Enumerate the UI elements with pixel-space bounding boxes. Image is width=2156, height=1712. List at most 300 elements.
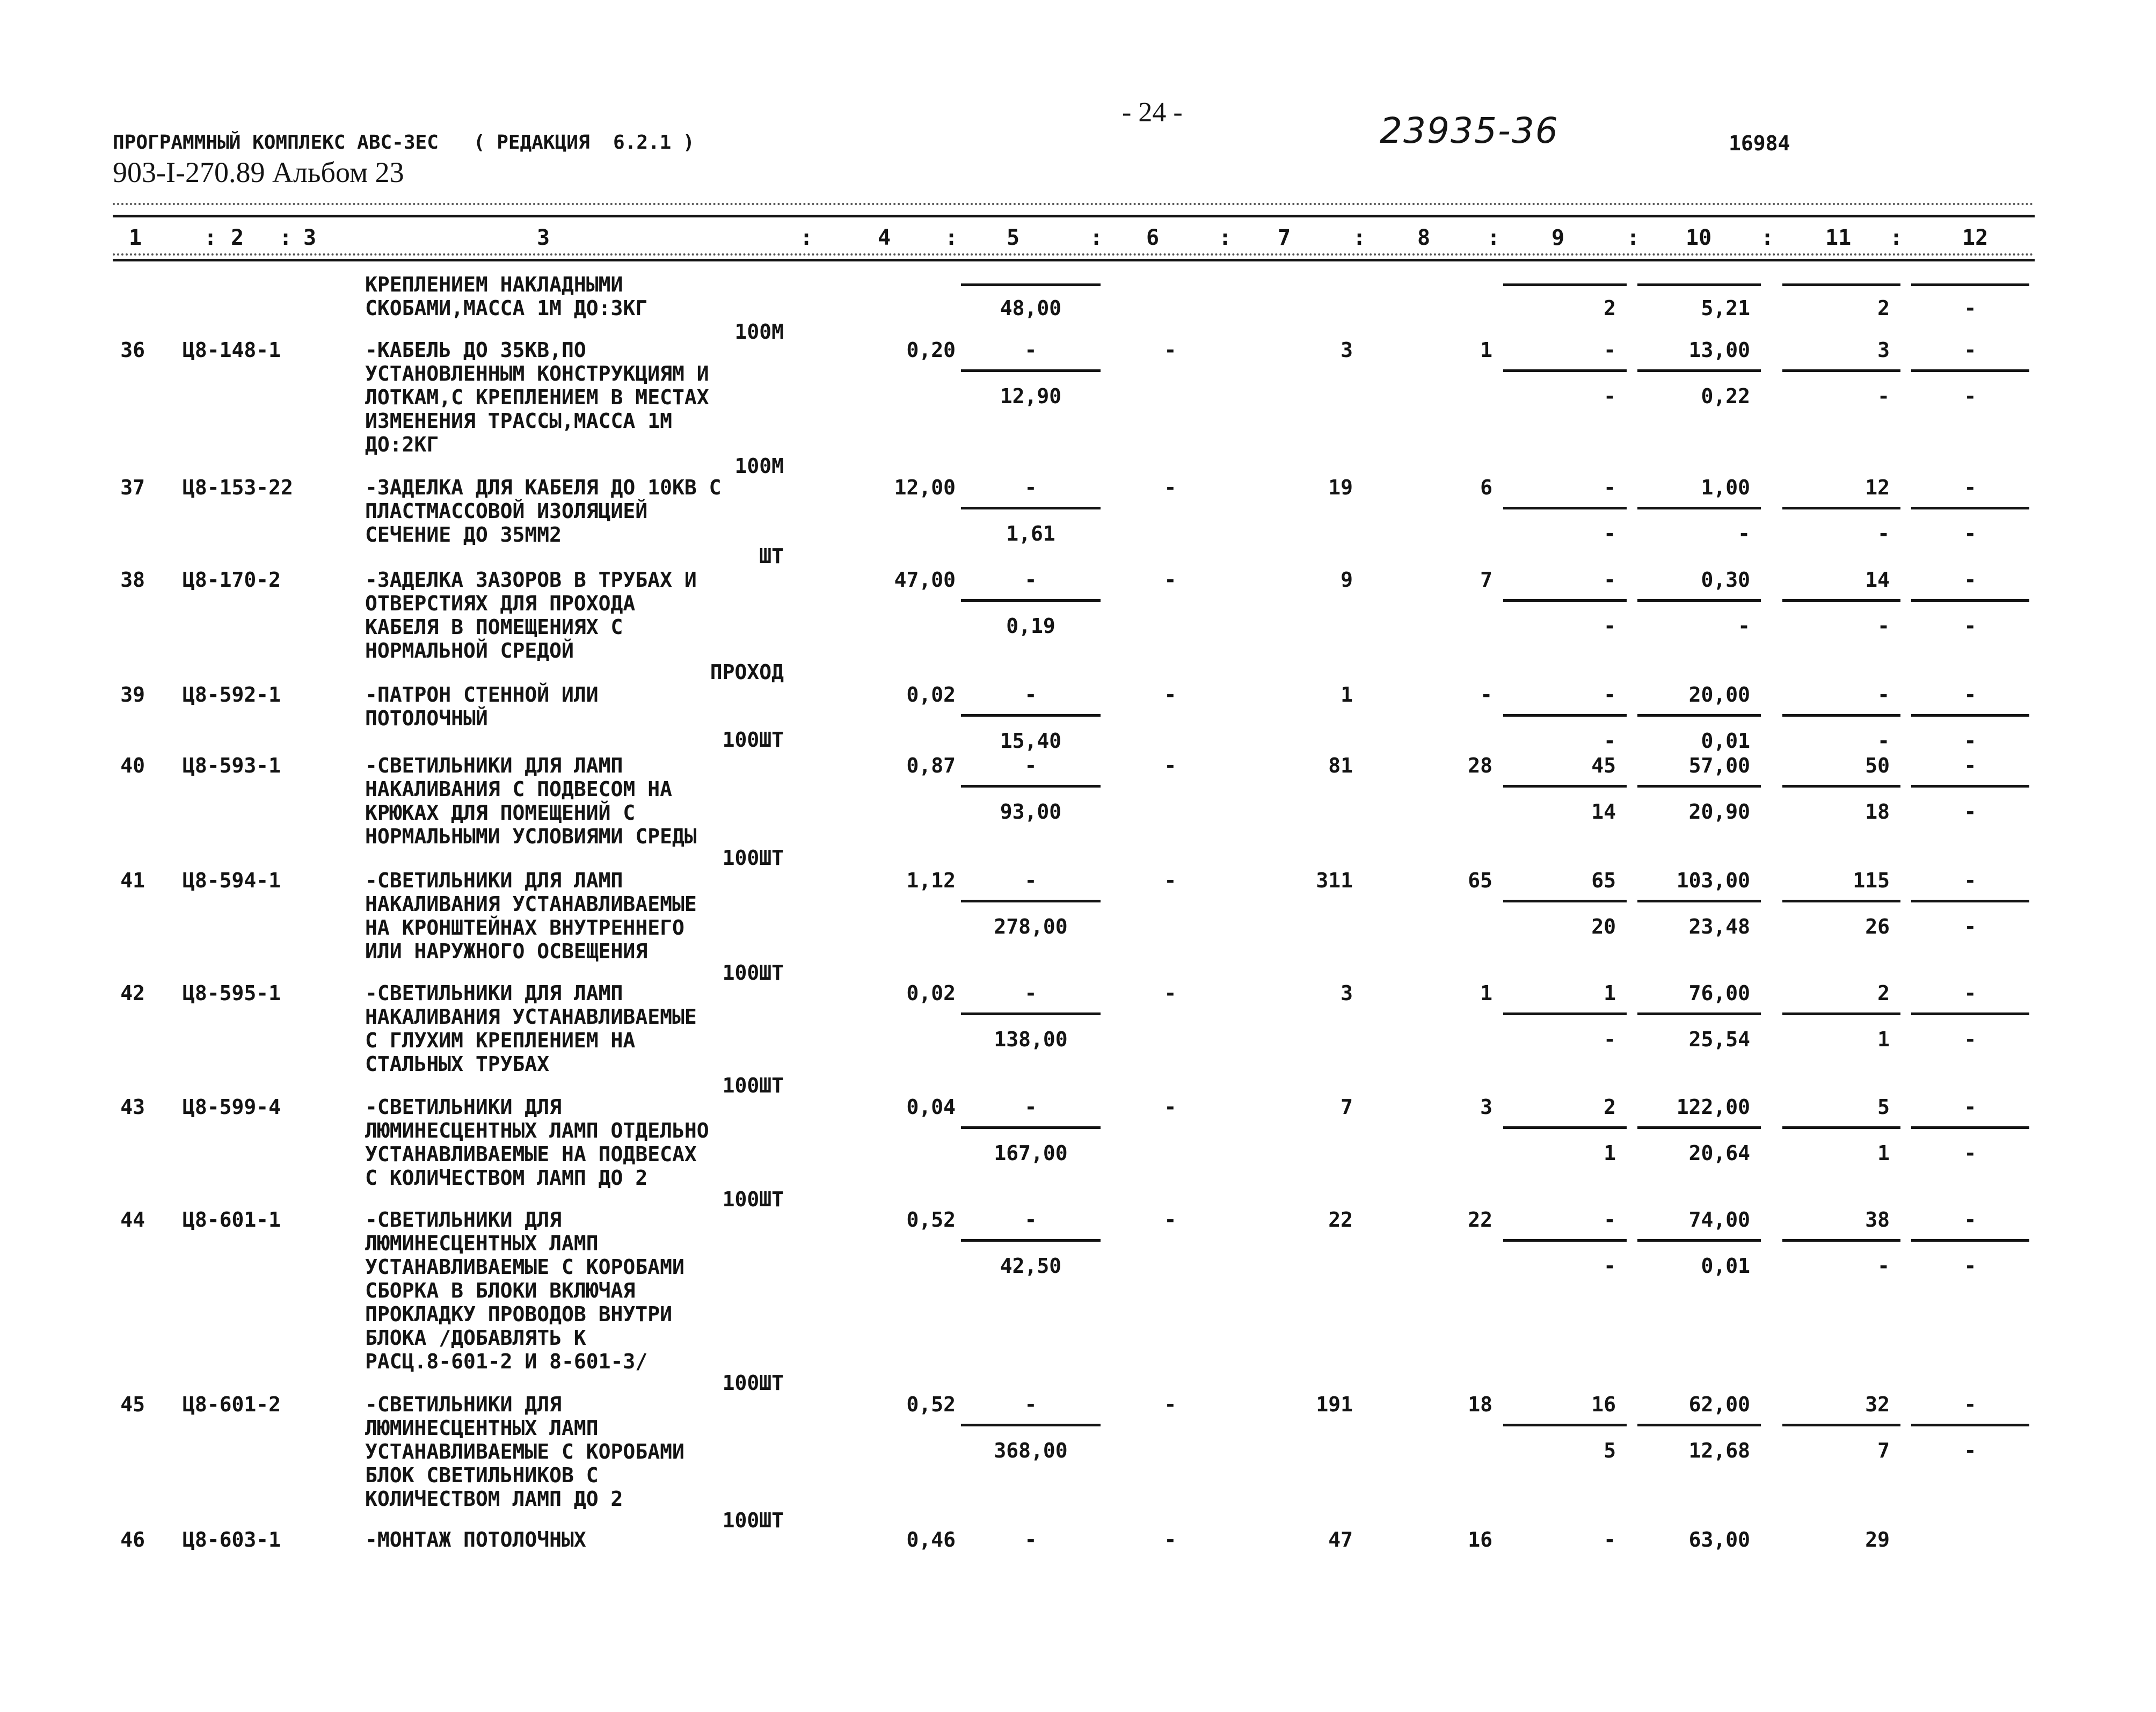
cell-col11-bottom: 2 (1877, 296, 1890, 320)
column-separator: : (1487, 225, 1501, 250)
description-line: СКОБАМИ,МАССА 1М ДО:3КГ (365, 296, 648, 320)
description-line: НАКАЛИВАНИЯ УСТАНАВЛИВАЕМЫЕ (365, 1005, 697, 1029)
fraction-line-col5 (961, 900, 1101, 902)
column-header-3: 3 (303, 225, 317, 250)
fraction-line (1911, 599, 2029, 602)
column-separator: : (1890, 225, 1903, 250)
cell-col10-bottom: 0,01 (1701, 1254, 1750, 1278)
cell-col10-top: 122,00 (1676, 1095, 1750, 1119)
cell-col8: 28 (1468, 754, 1492, 777)
cell-col10-bottom: 0,01 (1701, 729, 1750, 753)
cell-col5-bottom: 48,00 (1000, 296, 1062, 320)
fraction-line (1782, 369, 1900, 372)
unit-label: 100ШТ (722, 1509, 784, 1532)
cell-col10-bottom: 12,68 (1688, 1439, 1750, 1462)
description-line: -ПАТРОН СТЕННОЙ ИЛИ (365, 683, 599, 706)
description-line: КАБЕЛЯ В ПОМЕЩЕНИЯХ С (365, 615, 623, 639)
description-line: ЛЮМИНЕСЦЕНТНЫХ ЛАМП (365, 1232, 599, 1255)
cell-col11-top: 5 (1877, 1095, 1890, 1119)
cell-col12-top: - (1964, 754, 1977, 777)
cell-col7: 19 (1328, 476, 1353, 499)
column-header-2: 2 (231, 225, 244, 250)
cell-col9-top: 1 (1604, 981, 1616, 1005)
fraction-line-col5 (961, 714, 1101, 717)
description-line: СТАЛЬНЫХ ТРУБАХ (365, 1052, 550, 1076)
description-line: ПРОКЛАДКУ ПРОВОДОВ ВНУТРИ (365, 1302, 672, 1326)
fraction-line (1911, 1126, 2029, 1129)
cell-col4: 1,12 (906, 869, 956, 892)
column-separator: : (1761, 225, 1774, 250)
column-separator: : (800, 225, 813, 250)
description-line: -МОНТАЖ ПОТОЛОЧНЫХ (365, 1528, 586, 1551)
cell-col5-bottom: 138,00 (994, 1028, 1068, 1051)
cell-col12-bottom: - (1964, 915, 1977, 938)
cell-col11-bottom: 18 (1865, 800, 1890, 824)
fraction-line (1637, 1239, 1761, 1242)
column-header-4: 3 (537, 225, 550, 250)
fraction-line-col5 (961, 1012, 1101, 1015)
description-line: -СВЕТИЛЬНИКИ ДЛЯ (365, 1393, 562, 1416)
fraction-line (1503, 507, 1627, 509)
cell-col10-top: 62,00 (1688, 1393, 1750, 1416)
rate-code: Ц8-603-1 (183, 1528, 281, 1551)
cell-col9-top: 16 (1591, 1393, 1616, 1416)
unit-label: 100ШТ (722, 1188, 784, 1211)
cell-col12-bottom: - (1964, 614, 1977, 638)
description-line: ПЛАСТМАССОВОЙ ИЗОЛЯЦИЕЙ (365, 499, 648, 523)
row-number: 43 (120, 1095, 145, 1119)
cell-col10-bottom: - (1738, 522, 1750, 545)
fraction-line (1911, 1239, 2029, 1242)
fraction-line (1911, 369, 2029, 372)
rate-code: Ц8-153-22 (183, 476, 293, 499)
description-line: БЛОК СВЕТИЛЬНИКОВ С (365, 1463, 599, 1487)
cell-col4: 47,00 (894, 568, 956, 592)
column-separator: : (1627, 225, 1640, 250)
cell-col8: 1 (1480, 338, 1492, 362)
cell-col6: - (1164, 568, 1177, 592)
cell-col12-bottom: - (1964, 296, 1977, 320)
cell-col5-bottom: 368,00 (994, 1439, 1068, 1462)
cell-col10-top: 20,00 (1688, 683, 1750, 706)
column-header-5: 4 (878, 225, 891, 250)
cell-col5-top: - (1024, 568, 1037, 592)
cell-col9-bottom: - (1604, 614, 1616, 638)
cell-col9-bottom: - (1604, 522, 1616, 545)
cell-col12-bottom: - (1964, 1141, 1977, 1165)
fraction-line (1503, 785, 1627, 788)
column-header-6: 5 (1007, 225, 1020, 250)
fraction-line (1637, 1126, 1761, 1129)
cell-col7: 81 (1328, 754, 1353, 777)
cell-col10-top: 0,30 (1701, 568, 1750, 592)
description-line: НАКАЛИВАНИЯ С ПОДВЕСОМ НА (365, 777, 672, 801)
cell-col10-top: 57,00 (1688, 754, 1750, 777)
description-line: СБОРКА В БЛОКИ ВКЛЮЧАЯ (365, 1279, 636, 1302)
fraction-line-col5 (961, 1424, 1101, 1426)
unit-label: 100ШТ (722, 728, 784, 752)
cell-col12-top: - (1964, 981, 1977, 1005)
cell-col7: 9 (1341, 568, 1353, 592)
description-line: ДО:2КГ (365, 433, 439, 456)
cell-col9-bottom: 14 (1591, 800, 1616, 824)
description-line: РАСЦ.8-601-2 И 8-601-3/ (365, 1350, 648, 1373)
cell-col12-bottom: - (1964, 1254, 1977, 1278)
fraction-line (1503, 714, 1627, 717)
cell-col8: 18 (1468, 1393, 1492, 1416)
fraction-line (1782, 1239, 1900, 1242)
cell-col5-bottom: 15,40 (1000, 729, 1062, 753)
cell-col9-top: 65 (1591, 869, 1616, 892)
row-number: 40 (120, 754, 145, 777)
description-line: -КАБЕЛЬ ДО 35КВ,ПО (365, 338, 586, 362)
description-line: УСТАНОВЛЕННЫМ КОНСТРУКЦИЯМ И (365, 362, 709, 385)
cell-col10-bottom: 5,21 (1701, 296, 1750, 320)
fraction-line (1911, 900, 2029, 902)
cell-col6: - (1164, 683, 1177, 706)
cell-col8: 3 (1480, 1095, 1492, 1119)
cell-col7: 3 (1341, 338, 1353, 362)
album-title: 903-I-270.89 Альбом 23 (113, 156, 404, 188)
column-separator: : (1090, 225, 1103, 250)
fraction-line (1782, 1126, 1900, 1129)
cell-col11-bottom: - (1877, 522, 1890, 545)
cell-col11-top: 32 (1865, 1393, 1890, 1416)
cell-col4: 0,52 (906, 1393, 956, 1416)
fraction-line (1637, 369, 1761, 372)
cell-col12-top: - (1964, 476, 1977, 499)
fraction-line (1503, 369, 1627, 372)
cell-col12-bottom: - (1964, 800, 1977, 824)
program-header: ПРОГРАММНЫЙ КОМПЛЕКС АВС-3ЕС ( РЕДАКЦИЯ 6.2.1 ) (113, 132, 695, 154)
cell-col11-bottom: 7 (1877, 1439, 1890, 1462)
description-line: НА КРОНШТЕЙНАХ ВНУТРЕННЕГО (365, 916, 684, 939)
cell-col12-bottom: - (1964, 522, 1977, 545)
fraction-line-col5 (961, 1239, 1101, 1242)
cell-col8: 7 (1480, 568, 1492, 592)
cell-col5-top: - (1024, 1095, 1037, 1119)
column-separator: : (1219, 225, 1232, 250)
document-number: 16984 (1729, 132, 1790, 155)
cell-col6: - (1164, 869, 1177, 892)
cell-col10-top: 63,00 (1688, 1528, 1750, 1551)
cell-col9-bottom: - (1604, 384, 1616, 408)
cell-col12-bottom: - (1964, 384, 1977, 408)
cell-col10-top: 13,00 (1688, 338, 1750, 362)
cell-col11-bottom: - (1877, 1254, 1890, 1278)
cell-col9-top: - (1604, 1528, 1616, 1551)
description-line: СЕЧЕНИЕ ДО 35ММ2 (365, 523, 562, 547)
cell-col11-top: - (1877, 683, 1890, 706)
cell-col11-top: 29 (1865, 1528, 1890, 1551)
unit-label: 100М (734, 320, 784, 344)
rate-code: Ц8-148-1 (183, 338, 281, 362)
column-header-11: 10 (1686, 225, 1712, 250)
description-line: КРЮКАХ ДЛЯ ПОМЕЩЕНИЙ С (365, 801, 636, 825)
fraction-line (1782, 507, 1900, 509)
cell-col11-bottom: 1 (1877, 1141, 1890, 1165)
fraction-line (1911, 507, 2029, 509)
description-line: С КОЛИЧЕСТВОМ ЛАМП ДО 2 (365, 1166, 648, 1190)
cell-col10-top: 1,00 (1701, 476, 1750, 499)
cell-col9-bottom: 2 (1604, 296, 1616, 320)
description-line: ЛЮМИНЕСЦЕНТНЫХ ЛАМП (365, 1416, 599, 1440)
cell-col7: 1 (1341, 683, 1353, 706)
cell-col9-top: - (1604, 1208, 1616, 1232)
fraction-line (1637, 900, 1761, 902)
fraction-line (1782, 714, 1900, 717)
cell-col9-bottom: 1 (1604, 1141, 1616, 1165)
cell-col9-top: - (1604, 683, 1616, 706)
cell-col6: - (1164, 1208, 1177, 1232)
cell-col5-bottom: 0,19 (1006, 614, 1055, 638)
cell-col6: - (1164, 1528, 1177, 1551)
cell-col10-bottom: - (1738, 614, 1750, 638)
cell-col9-top: 45 (1591, 754, 1616, 777)
rate-code: Ц8-595-1 (183, 981, 281, 1005)
cell-col9-bottom: 20 (1591, 915, 1616, 938)
description-line: КОЛИЧЕСТВОМ ЛАМП ДО 2 (365, 1487, 623, 1511)
cell-col4: 0,02 (906, 683, 956, 706)
cell-col9-bottom: - (1604, 729, 1616, 753)
cell-col11-bottom: - (1877, 384, 1890, 408)
fraction-line (1637, 785, 1761, 788)
cell-col11-bottom: - (1877, 614, 1890, 638)
cell-col10-top: 76,00 (1688, 981, 1750, 1005)
cell-col9-top: 2 (1604, 1095, 1616, 1119)
cell-col12-top: - (1964, 338, 1977, 362)
cell-col11-top: 3 (1877, 338, 1890, 362)
cell-col5-top: - (1024, 476, 1037, 499)
fraction-line (1782, 1424, 1900, 1426)
header-rule-top (113, 215, 2035, 217)
cell-col5-top: - (1024, 754, 1037, 777)
description-line: БЛОКА /ДОБАВЛЯТЬ К (365, 1326, 586, 1350)
cell-col7: 3 (1341, 981, 1353, 1005)
description-line: -ЗАДЕЛКА ДЛЯ КАБЕЛЯ ДО 10КВ С (365, 476, 722, 499)
row-number: 42 (120, 981, 145, 1005)
column-header-12: 11 (1825, 225, 1852, 250)
description-line: -СВЕТИЛЬНИКИ ДЛЯ (365, 1095, 562, 1119)
unit-label: ШТ (759, 544, 784, 568)
cell-col6: - (1164, 754, 1177, 777)
cell-col6: - (1164, 981, 1177, 1005)
handwritten-number: 23935-36 (1380, 110, 1559, 151)
cell-col10-bottom: 20,90 (1688, 800, 1750, 824)
cell-col6: - (1164, 338, 1177, 362)
description-line: С ГЛУХИМ КРЕПЛЕНИЕМ НА (365, 1029, 636, 1052)
description-line: УСТАНАВЛИВАЕМЫЕ НА ПОДВЕСАХ (365, 1142, 697, 1166)
description-line: НОРМАЛЬНОЙ СРЕДОЙ (365, 639, 574, 662)
description-line: -СВЕТИЛЬНИКИ ДЛЯ ЛАМП (365, 754, 623, 777)
fraction-line (1503, 1424, 1627, 1426)
fraction-line-col5 (961, 283, 1101, 286)
row-number: 41 (120, 869, 145, 892)
fraction-line (1503, 900, 1627, 902)
description-line: ОТВЕРСТИЯХ ДЛЯ ПРОХОДА (365, 592, 636, 615)
cell-col11-bottom: 26 (1865, 915, 1890, 938)
cell-col4: 0,04 (906, 1095, 956, 1119)
cell-col9-bottom: - (1604, 1254, 1616, 1278)
cell-col12-top: - (1964, 1393, 1977, 1416)
cell-col8: 16 (1468, 1528, 1492, 1551)
fraction-line (1503, 283, 1627, 286)
fraction-line (1911, 714, 2029, 717)
cell-col5-top: - (1024, 1208, 1037, 1232)
fraction-line (1782, 900, 1900, 902)
cell-col6: - (1164, 1393, 1177, 1416)
cell-col12-top: - (1964, 869, 1977, 892)
unit-label: 100ШТ (722, 961, 784, 985)
dotted-rule-bottom (113, 253, 2035, 256)
description-line: ЛОТКАМ,С КРЕПЛЕНИЕМ В МЕСТАХ (365, 385, 709, 409)
cell-col8: 65 (1468, 869, 1492, 892)
cell-col8: 6 (1480, 476, 1492, 499)
cell-col5-top: - (1024, 1528, 1037, 1551)
cell-col11-top: 50 (1865, 754, 1890, 777)
cell-col5-top: - (1024, 338, 1037, 362)
description-line: НОРМАЛЬНЫМИ УСЛОВИЯМИ СРЕДЫ (365, 825, 697, 848)
fraction-line (1503, 1126, 1627, 1129)
cell-col6: - (1164, 476, 1177, 499)
cell-col12-top: - (1964, 1208, 1977, 1232)
cell-col8: 1 (1480, 981, 1492, 1005)
cell-col9-top: - (1604, 568, 1616, 592)
cell-col4: 12,00 (894, 476, 956, 499)
page-number: - 24 - (1122, 97, 1183, 128)
rate-code: Ц8-601-1 (183, 1208, 281, 1232)
cell-col4: 0,20 (906, 338, 956, 362)
cell-col12-top: - (1964, 1095, 1977, 1119)
description-line: -СВЕТИЛЬНИКИ ДЛЯ (365, 1208, 562, 1232)
description-line: КРЕПЛЕНИЕМ НАКЛАДНЫМИ (365, 273, 623, 296)
row-number: 44 (120, 1208, 145, 1232)
cell-col10-bottom: 25,54 (1688, 1028, 1750, 1051)
cell-col11-top: 38 (1865, 1208, 1890, 1232)
cell-col5-bottom: 42,50 (1000, 1254, 1062, 1278)
cell-col10-top: 74,00 (1688, 1208, 1750, 1232)
cell-col5-bottom: 167,00 (994, 1141, 1068, 1165)
cell-col8: 22 (1468, 1208, 1492, 1232)
cell-col5-top: - (1024, 1393, 1037, 1416)
cell-col5-top: - (1024, 869, 1037, 892)
cell-col12-top: - (1964, 568, 1977, 592)
description-line: -ЗАДЕЛКА ЗАЗОРОВ В ТРУБАХ И (365, 568, 697, 592)
row-number: 45 (120, 1393, 145, 1416)
fraction-line-col5 (961, 369, 1101, 372)
description-line: -СВЕТИЛЬНИКИ ДЛЯ ЛАМП (365, 869, 623, 892)
fraction-line (1911, 283, 2029, 286)
fraction-line (1637, 507, 1761, 509)
fraction-line (1782, 785, 1900, 788)
header-rule-bottom (113, 259, 2035, 261)
cell-col9-top: - (1604, 338, 1616, 362)
cell-col12-bottom: - (1964, 729, 1977, 753)
column-separator: : (204, 225, 217, 250)
cell-col10-bottom: 23,48 (1688, 915, 1750, 938)
unit-label: ПРОХОД (710, 660, 784, 684)
rate-code: Ц8-592-1 (183, 683, 281, 706)
description-line: НАКАЛИВАНИЯ УСТАНАВЛИВАЕМЫЕ (365, 892, 697, 916)
cell-col11-top: 12 (1865, 476, 1890, 499)
description-line: ПОТОЛОЧНЫЙ (365, 706, 488, 730)
cell-col10-top: 103,00 (1676, 869, 1750, 892)
column-separator: : (945, 225, 958, 250)
fraction-line (1637, 599, 1761, 602)
rate-code: Ц8-594-1 (183, 869, 281, 892)
fraction-line (1503, 1239, 1627, 1242)
cell-col11-top: 115 (1853, 869, 1890, 892)
fraction-line (1503, 599, 1627, 602)
cell-col7: 311 (1316, 869, 1353, 892)
rate-code: Ц8-599-4 (183, 1095, 281, 1119)
fraction-line (1911, 785, 2029, 788)
cell-col12-bottom: - (1964, 1028, 1977, 1051)
description-line: УСТАНАВЛИВАЕМЫЕ С КОРОБАМИ (365, 1255, 684, 1279)
fraction-line-col5 (961, 785, 1101, 788)
column-header-7: 6 (1146, 225, 1160, 250)
fraction-line-col5 (961, 1126, 1101, 1129)
column-separator: : (1353, 225, 1366, 250)
cell-col11-bottom: 1 (1877, 1028, 1890, 1051)
column-header-10: 9 (1552, 225, 1565, 250)
fraction-line (1911, 1424, 2029, 1426)
fraction-line (1637, 1012, 1761, 1015)
dotted-rule-top (113, 203, 2035, 205)
unit-label: 100ШТ (722, 1074, 784, 1097)
cell-col11-bottom: - (1877, 729, 1890, 753)
cell-col11-top: 2 (1877, 981, 1890, 1005)
cell-col5-bottom: 1,61 (1006, 522, 1055, 545)
rate-code: Ц8-170-2 (183, 568, 281, 592)
fraction-line (1503, 1012, 1627, 1015)
cell-col9-bottom: 5 (1604, 1439, 1616, 1462)
description-line: ИЛИ НАРУЖНОГО ОСВЕЩЕНИЯ (365, 939, 648, 963)
cell-col7: 191 (1316, 1393, 1353, 1416)
row-number: 39 (120, 683, 145, 706)
fraction-line (1782, 599, 1900, 602)
rate-code: Ц8-601-2 (183, 1393, 281, 1416)
unit-label: 100ШТ (722, 1371, 784, 1395)
cell-col12-top: - (1964, 683, 1977, 706)
cell-col5-bottom: 278,00 (994, 915, 1068, 938)
fraction-line (1637, 283, 1761, 286)
cell-col4: 0,52 (906, 1208, 956, 1232)
cell-col7: 7 (1341, 1095, 1353, 1119)
column-header-8: 7 (1278, 225, 1291, 250)
cell-col5-bottom: 12,90 (1000, 384, 1062, 408)
unit-label: 100М (734, 454, 784, 478)
cell-col5-bottom: 93,00 (1000, 800, 1062, 824)
column-header-13: 12 (1962, 225, 1989, 250)
row-number: 38 (120, 568, 145, 592)
rate-code: Ц8-593-1 (183, 754, 281, 777)
row-number: 37 (120, 476, 145, 499)
cell-col10-bottom: 20,64 (1688, 1141, 1750, 1165)
cell-col12-bottom: - (1964, 1439, 1977, 1462)
cell-col4: 0,87 (906, 754, 956, 777)
fraction-line (1782, 283, 1900, 286)
column-header-9: 8 (1417, 225, 1431, 250)
cell-col5-top: - (1024, 981, 1037, 1005)
description-line: ЛЮМИНЕСЦЕНТНЫХ ЛАМП ОТДЕЛЬНО (365, 1119, 709, 1142)
fraction-line (1782, 1012, 1900, 1015)
cell-col6: - (1164, 1095, 1177, 1119)
description-line: -СВЕТИЛЬНИКИ ДЛЯ ЛАМП (365, 981, 623, 1005)
column-separator: : (279, 225, 293, 250)
cell-col4: 0,46 (906, 1528, 956, 1551)
column-header-1: 1 (129, 225, 142, 250)
